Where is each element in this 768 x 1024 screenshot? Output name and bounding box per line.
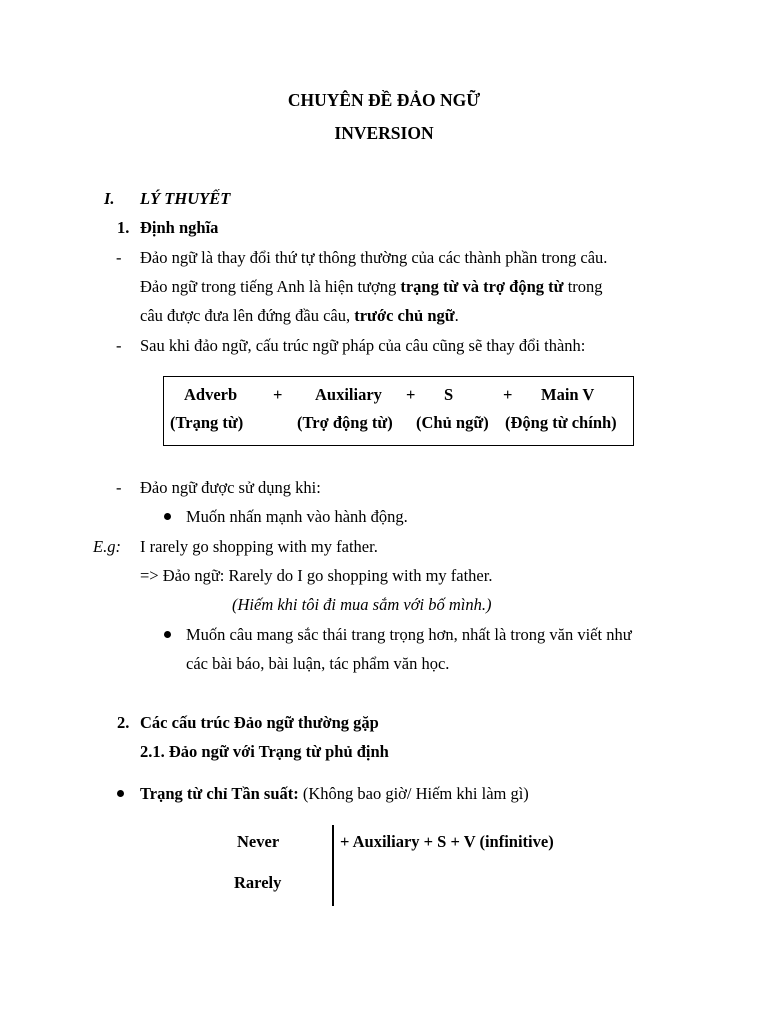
definition-line: câu được đưa lên đứng đầu câu, trước chủ ngữ.	[140, 306, 459, 325]
formula-adverb: Adverb	[184, 385, 238, 404]
formula-main-verb: Main V	[541, 385, 595, 404]
bullet-icon	[164, 631, 171, 638]
dash-marker: -	[116, 336, 122, 355]
section-heading: LÝ THUYẾT	[140, 189, 231, 208]
formula-subject-vi: (Chủ ngữ)	[416, 413, 489, 432]
usage-intro: Đảo ngữ được sử dụng khi:	[140, 478, 321, 497]
document-title: CHUYÊN ĐỀ ĐẢO NGỮ	[287, 90, 481, 110]
section-numeral: I.	[104, 189, 115, 208]
frequency-word: Never	[237, 832, 280, 851]
usage-bullet-continued: các bài báo, bài luận, tác phẩm văn học.	[186, 654, 450, 673]
example-inverted: => Đảo ngữ: Rarely do I go shopping with my father.	[140, 566, 493, 585]
formula-adverb-vi: (Trạng từ)	[170, 413, 244, 432]
bullet-icon	[164, 513, 171, 520]
structure-intro: Sau khi đảo ngữ, cấu trúc ngữ pháp của câu cũng sẽ thay đổi thành:	[140, 336, 586, 355]
dash-marker: -	[116, 248, 122, 267]
formula-main-verb-vi: (Động từ chính)	[505, 413, 617, 432]
subsection-heading: Định nghĩa	[140, 218, 219, 237]
subsubsection-heading: 2.1. Đảo ngữ với Trạng từ phủ định	[140, 742, 389, 761]
bullet-icon	[117, 790, 124, 797]
frequency-label: Trạng từ chỉ Tần suất: (Không bao giờ/ Hiếm khi làm gì)	[140, 784, 529, 803]
frequency-structure: + Auxiliary + S + V (infinitive)	[340, 832, 554, 851]
example-label: E.g:	[93, 537, 121, 556]
frequency-word: Rarely	[234, 873, 282, 892]
dash-marker: -	[116, 478, 122, 497]
formula-auxiliary-vi: (Trợ động từ)	[297, 413, 393, 432]
subsection-number: 1.	[117, 218, 130, 237]
subsection-number: 2.	[117, 713, 130, 732]
structure-divider	[332, 825, 334, 906]
usage-bullet: Muốn câu mang sắc thái trang trọng hơn, nhất là trong văn viết như	[186, 625, 632, 644]
definition-line: Đảo ngữ trong tiếng Anh là hiện tượng trạng từ và trợ động từ trong	[140, 277, 603, 296]
formula-plus: +	[406, 385, 416, 404]
example-translation: (Hiếm khi tôi đi mua sắm với bố mình.)	[232, 595, 492, 614]
example-sentence: I rarely go shopping with my father.	[140, 537, 378, 556]
formula-plus: +	[273, 385, 283, 404]
formula-auxiliary: Auxiliary	[315, 385, 382, 404]
subsection-heading: Các cấu trúc Đảo ngữ thường gặp	[140, 713, 379, 732]
definition-line: Đảo ngữ là thay đổi thứ tự thông thường của các thành phần trong câu.	[140, 248, 608, 267]
formula-subject: S	[444, 385, 454, 404]
usage-bullet: Muốn nhấn mạnh vào hành động.	[186, 507, 408, 526]
formula-plus: +	[503, 385, 513, 404]
document-subtitle: INVERSION	[334, 123, 434, 143]
